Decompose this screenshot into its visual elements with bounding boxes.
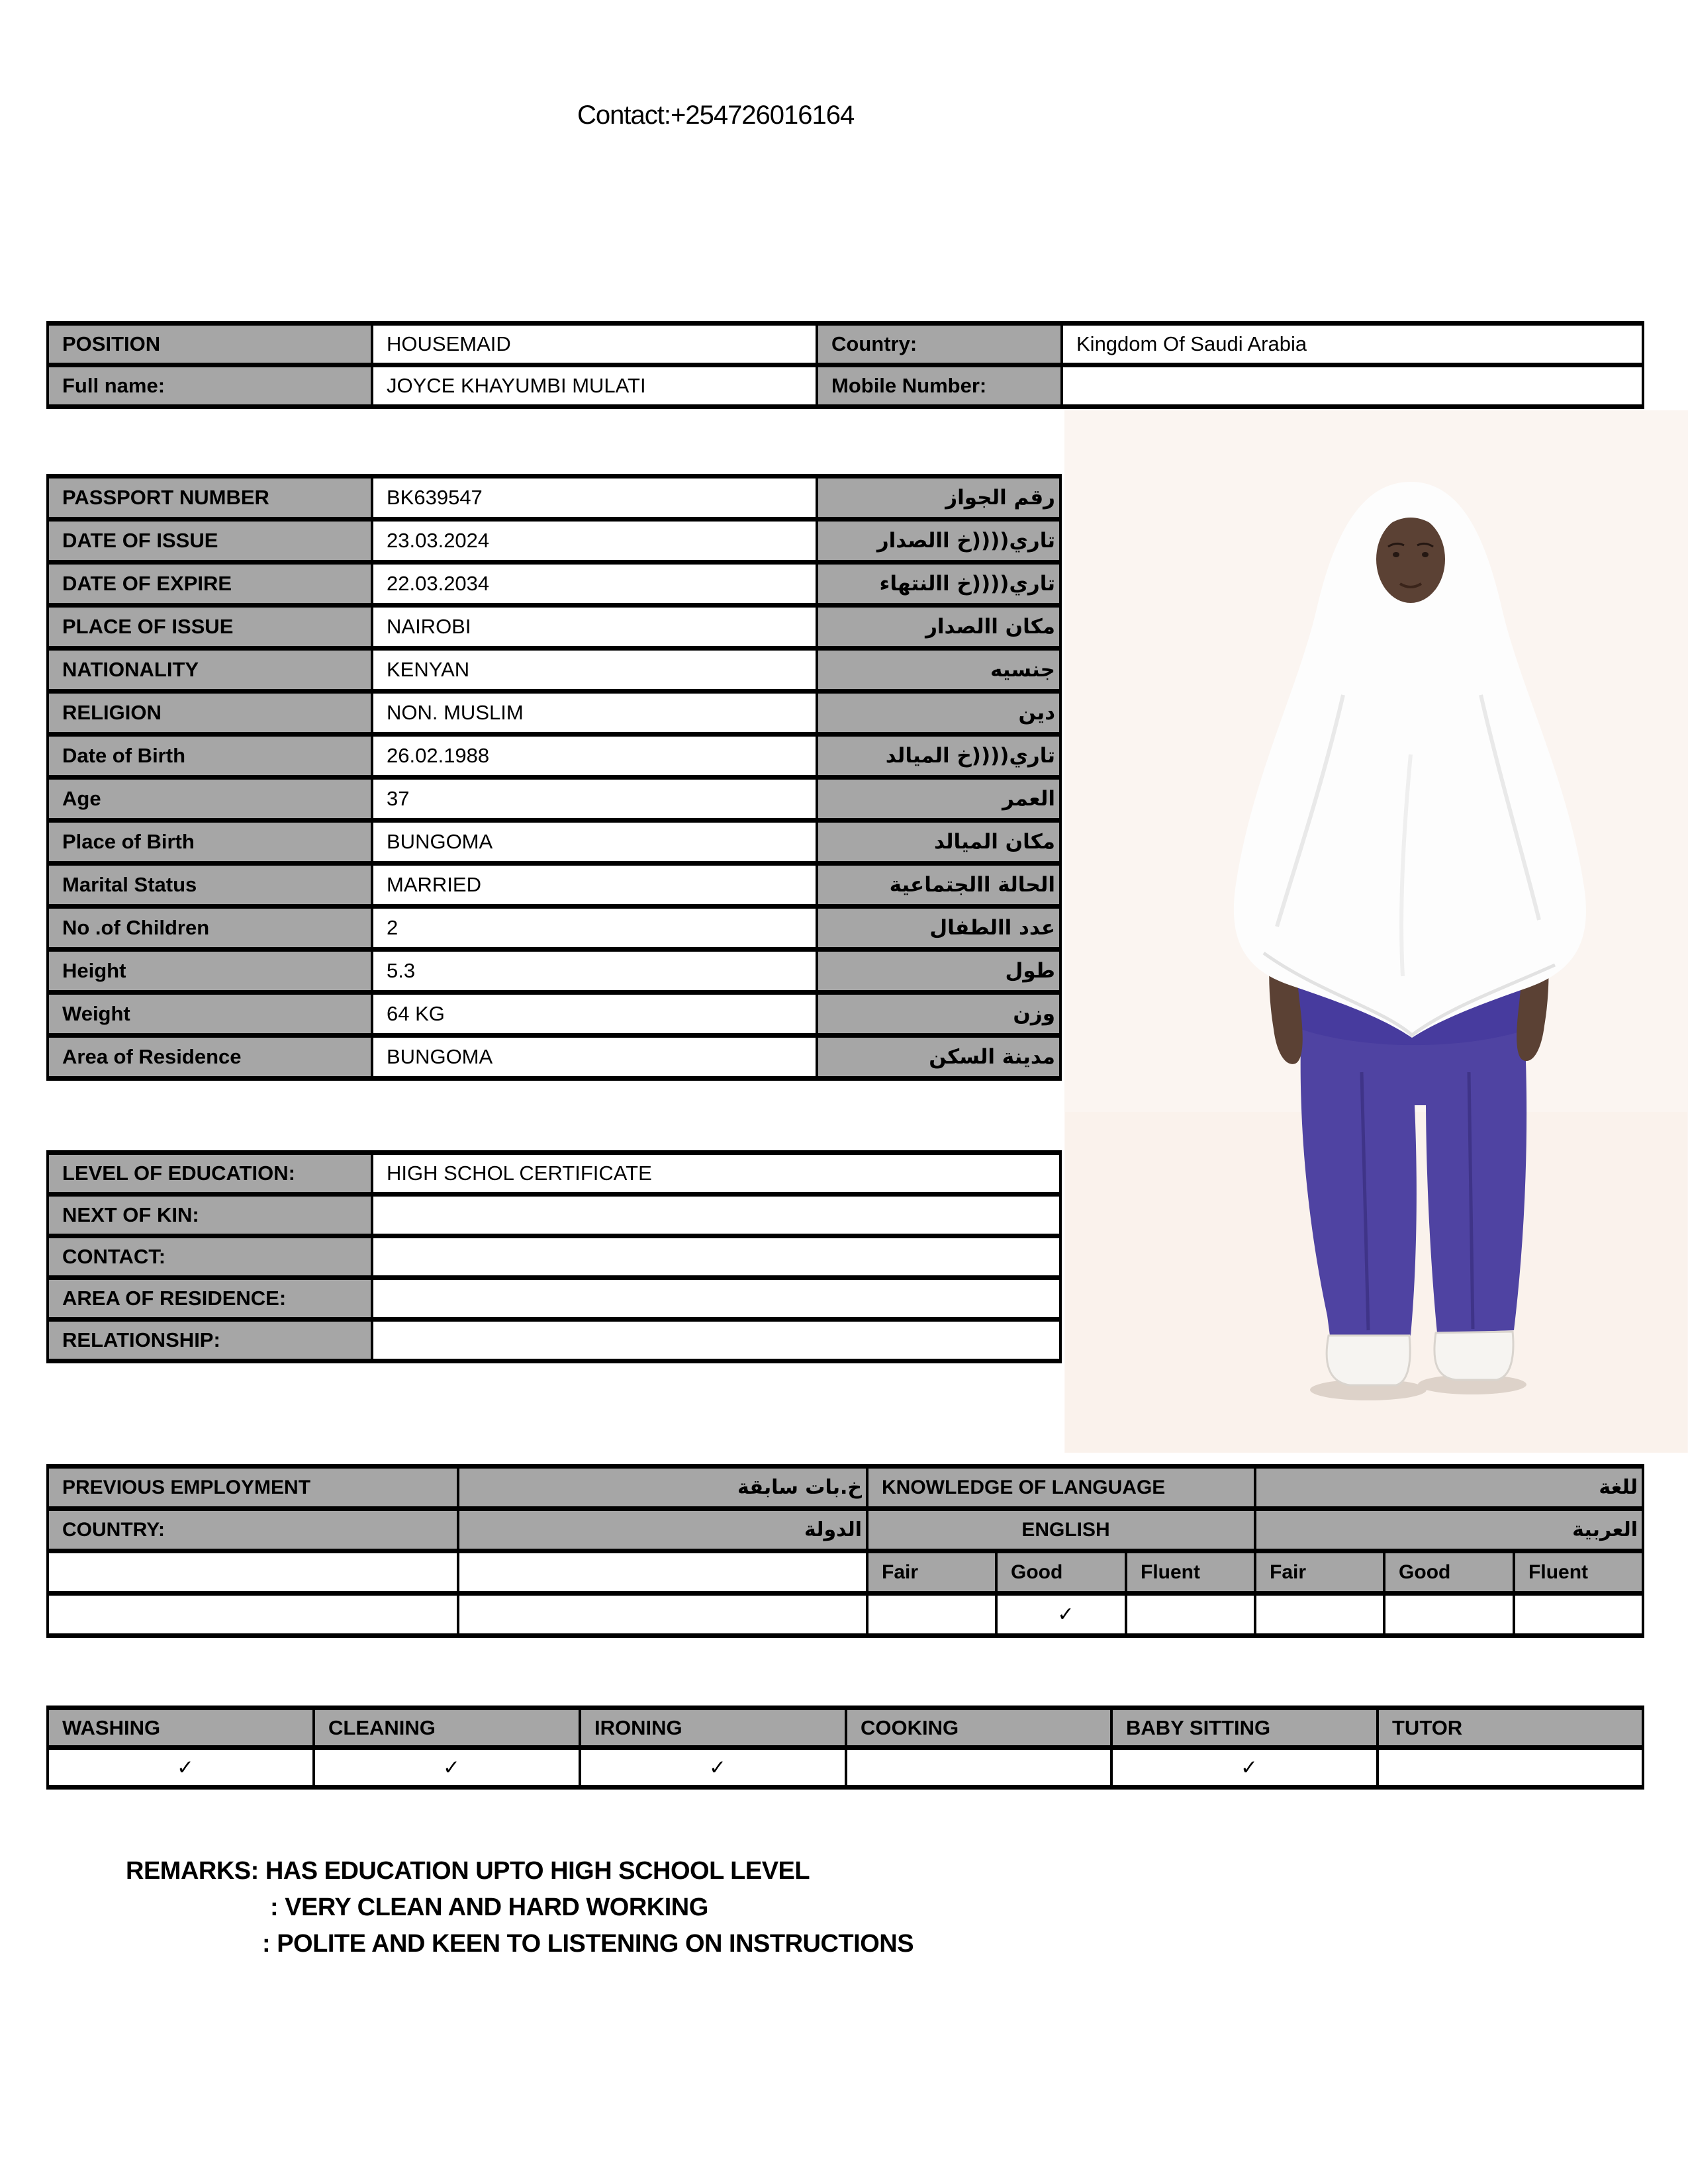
field-value: 37 (372, 778, 817, 821)
employment-cell (48, 1551, 458, 1594)
field-label: RELIGION (48, 692, 372, 735)
field-label: Height (48, 950, 372, 993)
table-row (48, 1320, 1060, 1361)
field-value: BUNGOMA (372, 1036, 817, 1079)
employment-cell (48, 1594, 458, 1636)
level-header-fair: Fair (867, 1551, 996, 1594)
table-row (48, 606, 1060, 649)
arabic-language-label: العربية (1255, 1509, 1643, 1551)
field-value: NON. MUSLIM (372, 692, 817, 735)
checkmark: ✓ (314, 1748, 580, 1788)
mobile-label: Mobile Number: (817, 365, 1062, 407)
checkmark: ✓ (996, 1594, 1126, 1636)
field-value: 64 KG (372, 993, 817, 1036)
table-row (48, 821, 1060, 864)
country-section-label-arabic: الدولة (458, 1509, 867, 1551)
table-row (48, 324, 1643, 365)
education-label: LEVEL OF EDUCATION: (48, 1153, 372, 1195)
skill-label-washing: WASHING (48, 1708, 314, 1748)
table-row (48, 1708, 1643, 1748)
table-row (48, 735, 1060, 778)
remarks-line-2: : VERY CLEAN AND HARD WORKING (270, 1893, 708, 1921)
field-label-arabic: مدينة السكن (817, 1036, 1060, 1079)
face-shape (1371, 514, 1450, 612)
field-value: MARRIED (372, 864, 817, 907)
checkmark: ✓ (1111, 1748, 1378, 1788)
field-label-arabic: تاري((((خ االنتهاء (817, 563, 1060, 606)
field-label-arabic: تاري((((خ الميالد (817, 735, 1060, 778)
table-row (48, 1748, 1643, 1788)
fullname-label: Full name: (48, 365, 372, 407)
table-row (48, 950, 1060, 993)
level-header-fluent: Fluent (1514, 1551, 1643, 1594)
field-label-arabic: جنسيه (817, 649, 1060, 692)
level-header-fair: Fair (1255, 1551, 1384, 1594)
field-value: BUNGOMA (372, 821, 817, 864)
language-table (46, 1464, 1644, 1638)
education-table (46, 1150, 1062, 1363)
field-label-arabic: مكان االصدار (817, 606, 1060, 649)
field-value: NAIROBI (372, 606, 817, 649)
field-label: DATE OF EXPIRE (48, 563, 372, 606)
fullname-value: JOYCE KHAYUMBI MULATI (372, 365, 817, 407)
table-row (48, 1036, 1060, 1079)
education-label: NEXT OF KIN: (48, 1195, 372, 1236)
education-value (372, 1195, 1060, 1236)
field-label: PASSPORT NUMBER (48, 477, 372, 520)
table-row (48, 649, 1060, 692)
table-row (48, 993, 1060, 1036)
knowledge-of-language-label-arabic: للغة (1255, 1467, 1643, 1509)
table-row (48, 1551, 1643, 1594)
field-value: KENYAN (372, 649, 817, 692)
field-value: 22.03.2034 (372, 563, 817, 606)
field-label: PLACE OF ISSUE (48, 606, 372, 649)
field-label-arabic: طول (817, 950, 1060, 993)
skill-check-cell (846, 1748, 1111, 1788)
table-row (48, 1236, 1060, 1278)
position-value: HOUSEMAID (372, 324, 817, 365)
field-label: Date of Birth (48, 735, 372, 778)
education-value (372, 1278, 1060, 1320)
education-label: CONTACT: (48, 1236, 372, 1278)
skill-label-tutor: TUTOR (1378, 1708, 1643, 1748)
remarks-line-3: : POLITE AND KEEN TO LISTENING ON INSTRUCTIONS (262, 1930, 914, 1958)
header-table (46, 321, 1644, 409)
country-value: Kingdom Of Saudi Arabia (1062, 324, 1643, 365)
skill-check-cell (1378, 1748, 1643, 1788)
field-label-arabic: مكان الميالد (817, 821, 1060, 864)
table-row (48, 1195, 1060, 1236)
level-header-fluent: Fluent (1126, 1551, 1255, 1594)
rating-cell (1384, 1594, 1514, 1636)
field-label: Area of Residence (48, 1036, 372, 1079)
skill-label-cooking: COOKING (846, 1708, 1111, 1748)
table-row (48, 864, 1060, 907)
level-header-good: Good (996, 1551, 1126, 1594)
rating-cell (1126, 1594, 1255, 1636)
table-row (48, 692, 1060, 735)
level-header-good: Good (1384, 1551, 1514, 1594)
table-row (48, 520, 1060, 563)
field-label-arabic: العمر (817, 778, 1060, 821)
table-row (48, 907, 1060, 950)
field-value: 26.02.1988 (372, 735, 817, 778)
skill-label-cleaning: CLEANING (314, 1708, 580, 1748)
passport-table (46, 474, 1062, 1081)
table-row (48, 477, 1060, 520)
skill-label-babysitting: BABY SITTING (1111, 1708, 1378, 1748)
field-label: NATIONALITY (48, 649, 372, 692)
education-label: RELATIONSHIP: (48, 1320, 372, 1361)
field-label-arabic: الحالة االجتماعية (817, 864, 1060, 907)
country-section-label: COUNTRY: (48, 1509, 458, 1551)
field-label: Weight (48, 993, 372, 1036)
previous-employment-label-arabic: خ.بات سابقة (458, 1467, 867, 1509)
previous-employment-label: PREVIOUS EMPLOYMENT (48, 1467, 458, 1509)
english-language-label: ENGLISH (867, 1509, 1255, 1551)
rating-cell (867, 1594, 996, 1636)
field-label-arabic: عدد االطفال (817, 907, 1060, 950)
employment-cell (458, 1594, 867, 1636)
education-label: AREA OF RESIDENCE: (48, 1278, 372, 1320)
field-label-arabic: تاري((((خ االصدار (817, 520, 1060, 563)
table-row (48, 778, 1060, 821)
field-value: 2 (372, 907, 817, 950)
education-value (372, 1320, 1060, 1361)
contact-line: Contact:+254726016164 (577, 101, 855, 130)
field-label-arabic: دين (817, 692, 1060, 735)
field-value: BK639547 (372, 477, 817, 520)
skill-label-ironing: IRONING (580, 1708, 846, 1748)
table-row (48, 1594, 1643, 1636)
table-row (48, 563, 1060, 606)
mobile-value (1062, 365, 1643, 407)
field-label: Place of Birth (48, 821, 372, 864)
education-value (372, 1236, 1060, 1278)
field-label: No .of Children (48, 907, 372, 950)
rating-cell (1514, 1594, 1643, 1636)
checkmark: ✓ (580, 1748, 846, 1788)
employment-cell (458, 1551, 867, 1594)
position-label: POSITION (48, 324, 372, 365)
education-value: HIGH SCHOL CERTIFICATE (372, 1153, 1060, 1195)
field-label-arabic: رقم الجواز (817, 477, 1060, 520)
checkmark: ✓ (48, 1748, 314, 1788)
table-row (48, 1278, 1060, 1320)
rating-cell (1255, 1594, 1384, 1636)
table-row (48, 1509, 1643, 1551)
field-label: DATE OF ISSUE (48, 520, 372, 563)
person-illustration (1064, 410, 1688, 1453)
skills-table (46, 1706, 1644, 1790)
table-row (48, 1153, 1060, 1195)
remarks-line-1: REMARKS: HAS EDUCATION UPTO HIGH SCHOOL LEVEL (126, 1857, 810, 1885)
field-label: Marital Status (48, 864, 372, 907)
table-row (48, 1467, 1643, 1509)
field-value: 23.03.2024 (372, 520, 817, 563)
field-label: Age (48, 778, 372, 821)
country-label: Country: (817, 324, 1062, 365)
table-row (48, 365, 1643, 407)
field-label-arabic: وزن (817, 993, 1060, 1036)
field-value: 5.3 (372, 950, 817, 993)
candidate-photo (1064, 410, 1688, 1453)
knowledge-of-language-label: KNOWLEDGE OF LANGUAGE (867, 1467, 1255, 1509)
